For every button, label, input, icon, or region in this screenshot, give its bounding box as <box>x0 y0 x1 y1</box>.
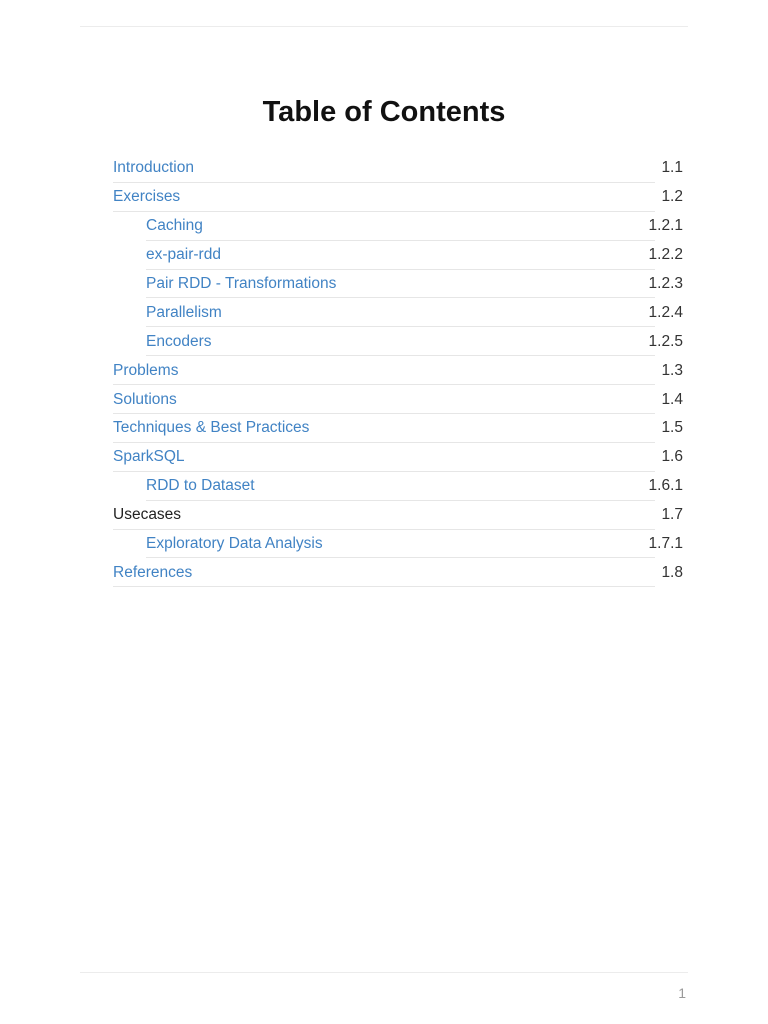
toc-item-number: 1.5 <box>661 419 683 437</box>
toc-item-number: 1.2 <box>661 188 683 206</box>
toc-item[interactable] <box>113 530 683 559</box>
toc-item-number: 1.2.4 <box>648 303 683 321</box>
toc-item-number: 1.8 <box>661 563 683 581</box>
toc-item-label: Usecases <box>113 506 182 524</box>
toc-item-number: 1.3 <box>661 361 683 379</box>
toc-item-label[interactable]: Techniques & Best Practices <box>113 419 310 437</box>
footer-divider <box>80 972 688 973</box>
toc-item[interactable] <box>113 270 683 299</box>
toc-item[interactable] <box>113 443 683 472</box>
toc-item[interactable] <box>113 183 683 212</box>
table-of-contents <box>113 154 683 587</box>
page-number: 1 <box>678 985 686 1001</box>
toc-item-label[interactable]: SparkSQL <box>113 448 185 466</box>
toc-item-number: 1.6 <box>661 448 683 466</box>
toc-item-label[interactable]: Solutions <box>113 390 177 408</box>
toc-item-number: 1.1 <box>661 159 683 177</box>
toc-item-label[interactable]: Exploratory Data Analysis <box>146 535 323 553</box>
toc-item[interactable] <box>113 558 683 587</box>
toc-item-label[interactable]: Caching <box>146 217 203 235</box>
toc-item[interactable] <box>113 154 683 183</box>
page-title: Table of Contents <box>262 96 506 128</box>
toc-item[interactable] <box>113 414 683 443</box>
toc-item[interactable] <box>113 385 683 414</box>
toc-item-number: 1.2.2 <box>648 246 683 264</box>
toc-item-number: 1.7 <box>661 506 683 524</box>
toc-item[interactable] <box>113 241 683 270</box>
toc-item-number: 1.7.1 <box>648 535 683 553</box>
toc-item-number: 1.4 <box>661 390 683 408</box>
toc-item[interactable] <box>113 212 683 241</box>
toc-item-label[interactable]: Parallelism <box>146 303 222 321</box>
toc-item-label[interactable]: ex-pair-rdd <box>146 246 221 264</box>
toc-item <box>113 501 683 530</box>
toc-item-label[interactable]: Introduction <box>113 159 194 177</box>
toc-item[interactable] <box>113 472 683 501</box>
toc-item[interactable] <box>113 356 683 385</box>
toc-item[interactable] <box>113 298 683 327</box>
header-divider <box>80 26 688 27</box>
toc-item-label[interactable]: Problems <box>113 361 179 379</box>
toc-item-label[interactable]: Encoders <box>146 332 212 350</box>
toc-item-number: 1.2.1 <box>648 217 683 235</box>
toc-item-label[interactable]: Exercises <box>113 188 181 206</box>
toc-item-number: 1.2.3 <box>648 275 683 292</box>
toc-item-number: 1.6.1 <box>648 477 683 495</box>
toc-item-label[interactable]: RDD to Dataset <box>146 477 255 495</box>
toc-item-label[interactable]: References <box>113 563 193 581</box>
toc-item-number: 1.2.5 <box>648 332 683 350</box>
toc-item-label[interactable]: Pair RDD - Transformations <box>146 275 337 292</box>
toc-item[interactable] <box>113 327 683 356</box>
